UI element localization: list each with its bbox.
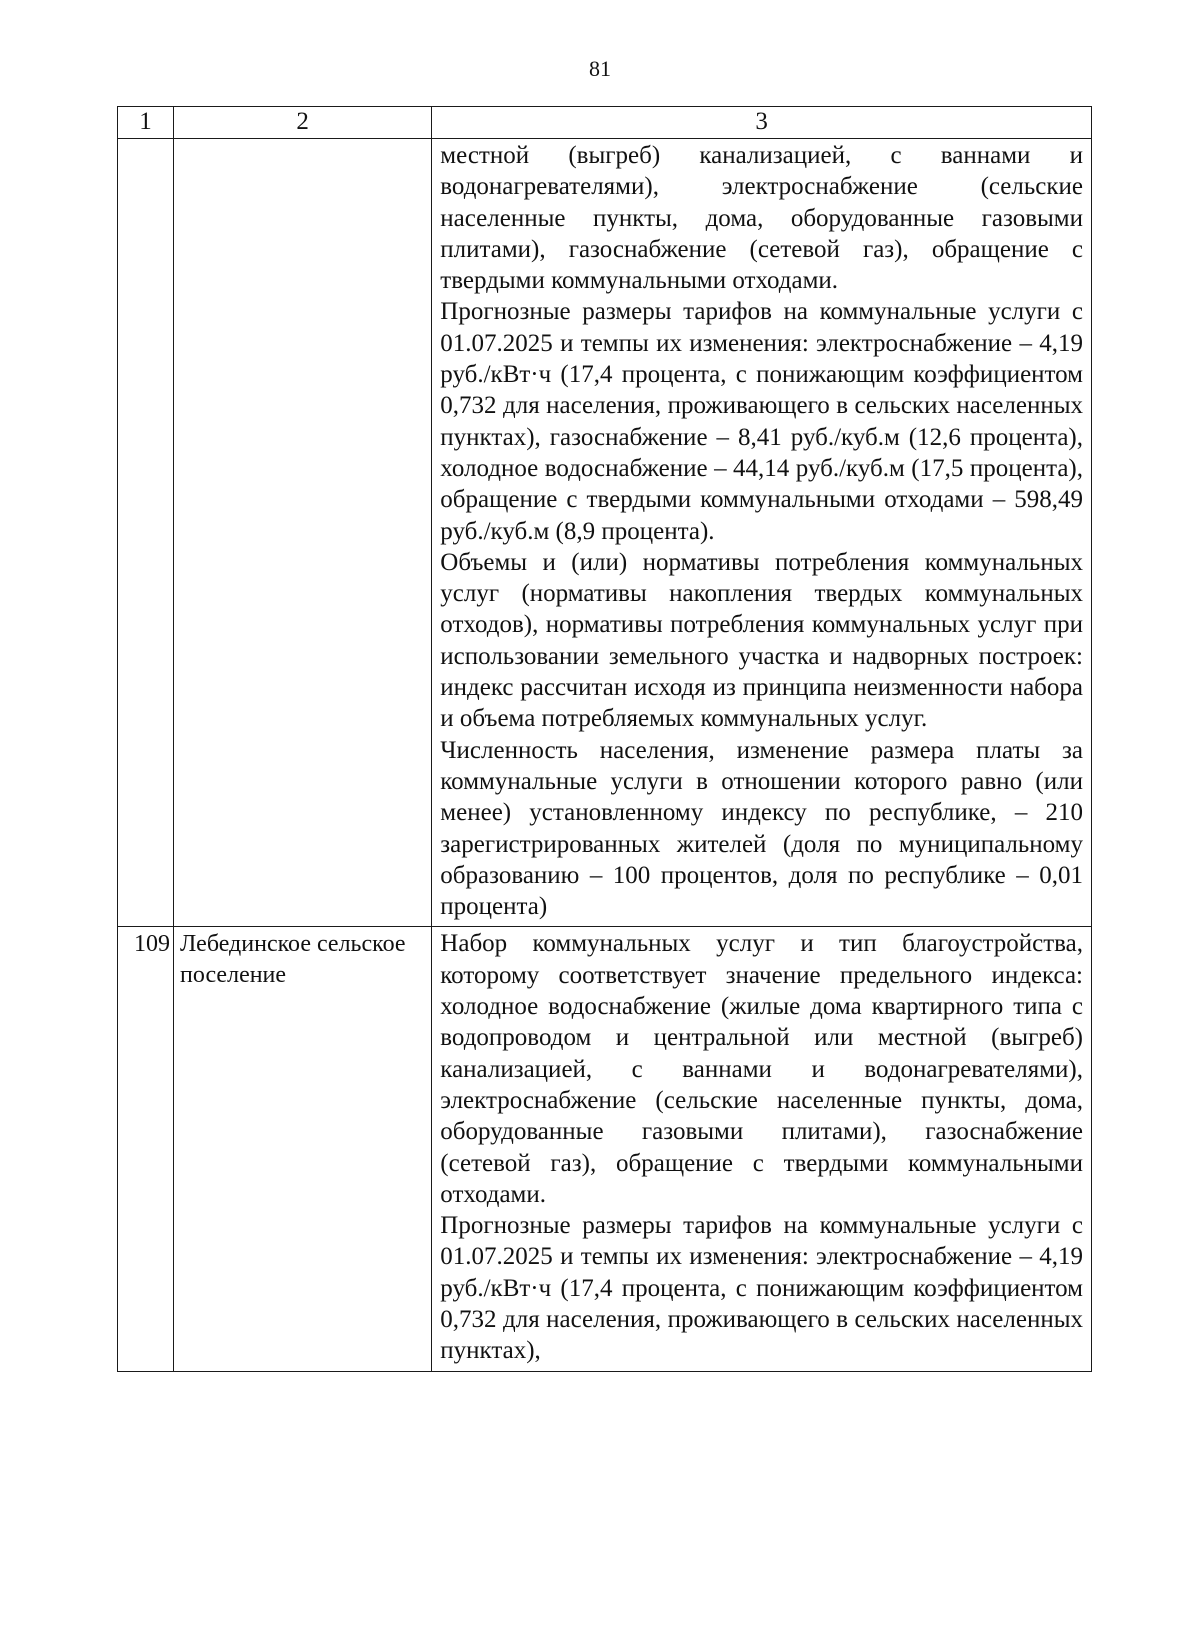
page-number: 81 [589, 56, 611, 81]
header-col-2: 2 [174, 107, 432, 139]
municipality-name: Лебединское сельское поселение [174, 927, 432, 1371]
municipality-name [174, 139, 432, 927]
row-number [118, 139, 174, 927]
table-header-row [118, 107, 1092, 139]
paragraph: Прогнозные размеры тарифов на коммунальные услуги с 01.07.2025 и темпы их изменения: электроснабжение – 4,19 руб./кВт·ч (17,4 процента, с понижающим коэффициентом 0,732 для населения, проживающего в сельских населенных пунктах), [440, 1212, 1083, 1365]
paragraph: местной (выгреб) канализацией, с ваннами и водонагревателями), электроснабжение (сельские населенные пункты, дома, оборудованные газовыми плитами), газоснабжение (сетевой газ), обращение с твердыми коммунальными отходами. [440, 142, 1083, 295]
paragraph: Численность населения, изменение размера платы за коммунальные услуги в отношении которого равно (или менее) установленному индексу по республике, – 210 зарегистрированных жителей (доля по муниципальному образованию – 100 процентов, доля по республике – 0,01 процента) [440, 736, 1083, 921]
description-cell [432, 927, 1092, 1371]
tariff-table [117, 106, 1092, 1372]
paragraph: Набор коммунальных услуг и тип благоустройства, которому соответствует значение предельного индекса: холодное водоснабжение (жилые дома квартирного типа с водопроводом и центральной или местной (выгреб) канализацией, с ваннами и водонагревателями), электроснабжение (сельские населенные пункты, дома, оборудованные газовыми плитами), газоснабжение (сетевой газ), обращение с твердыми коммунальными отходами. [440, 930, 1083, 1208]
paragraph: Объемы и (или) нормативы потребления коммунальных услуг (нормативы накопления твердых коммунальных отходов), нормативы потребления коммунальных услуг при использовании земельного участка и надворных построек: индекс рассчитан исходя из принципа неизменности набора и объема потребляемых коммунальных услуг. [440, 548, 1083, 733]
header-col-1: 1 [118, 107, 174, 139]
paragraph: Прогнозные размеры тарифов на коммунальные услуги с 01.07.2025 и темпы их изменения: электроснабжение – 4,19 руб./кВт·ч (17,4 процента, с понижающим коэффициентом 0,732 для населения, проживающего в сельских населенных пунктах), газоснабжение – 8,41 руб./куб.м (12,6 процента), холодное водоснабжение – 44,14 руб./куб.м (17,5 процента), обращение с твердыми коммунальными отходами – 598,49 руб./куб.м (8,9 процента). [440, 298, 1083, 545]
header-col-3: 3 [432, 107, 1092, 139]
table-row [118, 927, 1092, 1371]
table-row [118, 139, 1092, 927]
row-number: 109 [118, 927, 174, 1371]
description-cell [432, 139, 1092, 927]
